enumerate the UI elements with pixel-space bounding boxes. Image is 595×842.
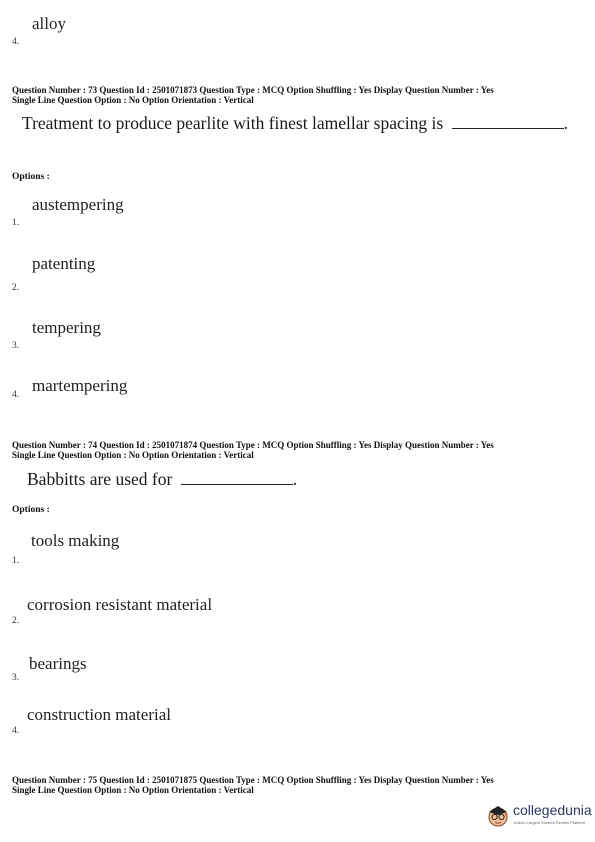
answer-blank <box>452 128 564 129</box>
option-number: 2. <box>12 616 20 626</box>
question-meta-line2: Single Line Question Option : No Option Orientation : Vertical <box>12 450 254 460</box>
option-text: corrosion resistant material <box>27 595 213 614</box>
answer-blank <box>181 484 293 485</box>
question-meta-line1: Question Number : 75 Question Id : 2501071875 Question Type : MCQ Option Shuffling : Yes Display Question Number : Yes <box>12 775 494 785</box>
logo-name: collegedunia <box>513 802 592 818</box>
options-label: Options : <box>12 172 50 182</box>
question-meta-line2: Single Line Question Option : No Option Orientation : Vertical <box>12 785 254 795</box>
option-text: austempering <box>32 195 124 214</box>
option-number: 2. <box>12 283 20 293</box>
question-stem: Babbitts are used for <box>27 469 173 489</box>
question-meta-line1: Question Number : 73 Question Id : 2501071873 Question Type : MCQ Option Shuffling : Yes Display Question Number : Yes <box>12 85 494 95</box>
option-number: 4. <box>12 390 20 400</box>
options-label: Options : <box>12 505 50 515</box>
logo-tagline: India's Largest Student Review Platform <box>514 820 586 825</box>
option-text: tools making <box>31 531 120 550</box>
option-text: patenting <box>32 254 96 273</box>
option-number: 1. <box>12 218 20 228</box>
option-number: 1. <box>12 556 20 566</box>
question-text <box>22 113 568 134</box>
option-text: martempering <box>32 376 128 395</box>
option-text: tempering <box>32 318 101 337</box>
option-number: 3. <box>12 341 20 351</box>
question-end: . <box>563 113 568 133</box>
option-text: alloy <box>32 14 66 33</box>
question-meta-line1: Question Number : 74 Question Id : 2501071874 Question Type : MCQ Option Shuffling : Yes Display Question Number : Yes <box>12 440 494 450</box>
option-text: construction material <box>27 705 171 724</box>
question-text <box>27 469 297 490</box>
mascot-icon <box>485 800 511 830</box>
question-meta-line2: Single Line Question Option : No Option Orientation : Vertical <box>12 95 254 105</box>
option-number: 4. <box>12 37 20 47</box>
option-text: bearings <box>29 654 87 673</box>
collegedunia-logo <box>485 798 595 838</box>
question-stem: Treatment to produce pearlite with finest lamellar spacing is <box>22 113 444 133</box>
option-number: 4. <box>12 726 20 736</box>
option-number: 3. <box>12 673 20 683</box>
question-end: . <box>292 469 298 489</box>
